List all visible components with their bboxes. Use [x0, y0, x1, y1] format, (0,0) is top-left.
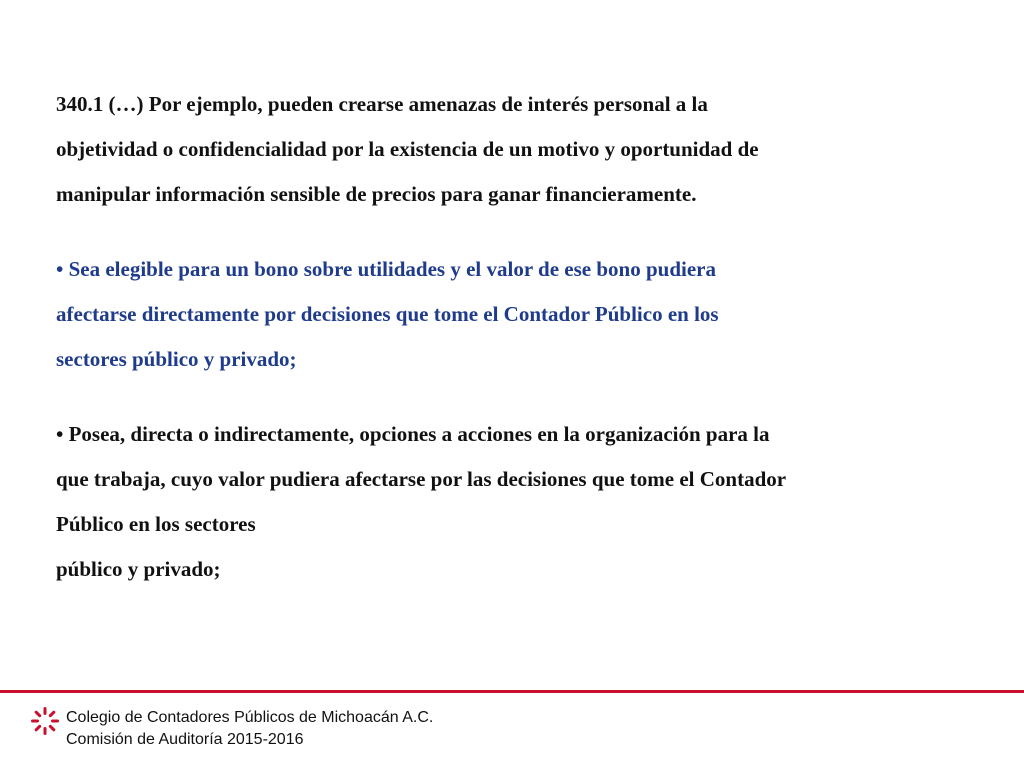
paragraph-2 [56, 247, 956, 382]
paragraph-1-line-2: objetividad o confidencialidad por la existencia de un motivo y oportunidad de [56, 137, 759, 161]
paragraph-3-line-3: Público en los sectores [56, 512, 256, 536]
slide-body [56, 82, 956, 592]
paragraph-2-line-2: afectarse directamente por decisiones que tome el Contador Público en los [56, 302, 719, 326]
paragraph-1 [56, 82, 956, 217]
paragraph-3-line-2: que trabaja, cuyo valor pudiera afectarse por las decisiones que tome el Contador [56, 467, 787, 491]
footer-organization: Colegio de Contadores Públicos de Michoacán A.C. [66, 709, 434, 726]
footer-text [66, 707, 433, 751]
paragraph-1-line-1: 340.1 (…) Por ejemplo, pueden crearse amenazas de interés personal a la [56, 92, 708, 116]
paragraph-2-line-1: • Sea elegible para un bono sobre utilidades y el valor de ese bono pudiera [56, 257, 716, 281]
ccpm-logo-icon [30, 706, 60, 736]
footer-divider [0, 690, 1024, 693]
paragraph-3-line-1: • Posea, directa o indirectamente, opciones a acciones en la organización para la [56, 422, 770, 446]
footer-commission: Comisión de Auditoría 2015-2016 [66, 731, 304, 748]
paragraph-3-line-4: público y privado; [56, 557, 221, 581]
paragraph-3 [56, 412, 956, 592]
paragraph-1-line-3: manipular información sensible de precios para ganar financieramente. [56, 182, 697, 206]
paragraph-2-line-3: sectores público y privado; [56, 347, 297, 371]
